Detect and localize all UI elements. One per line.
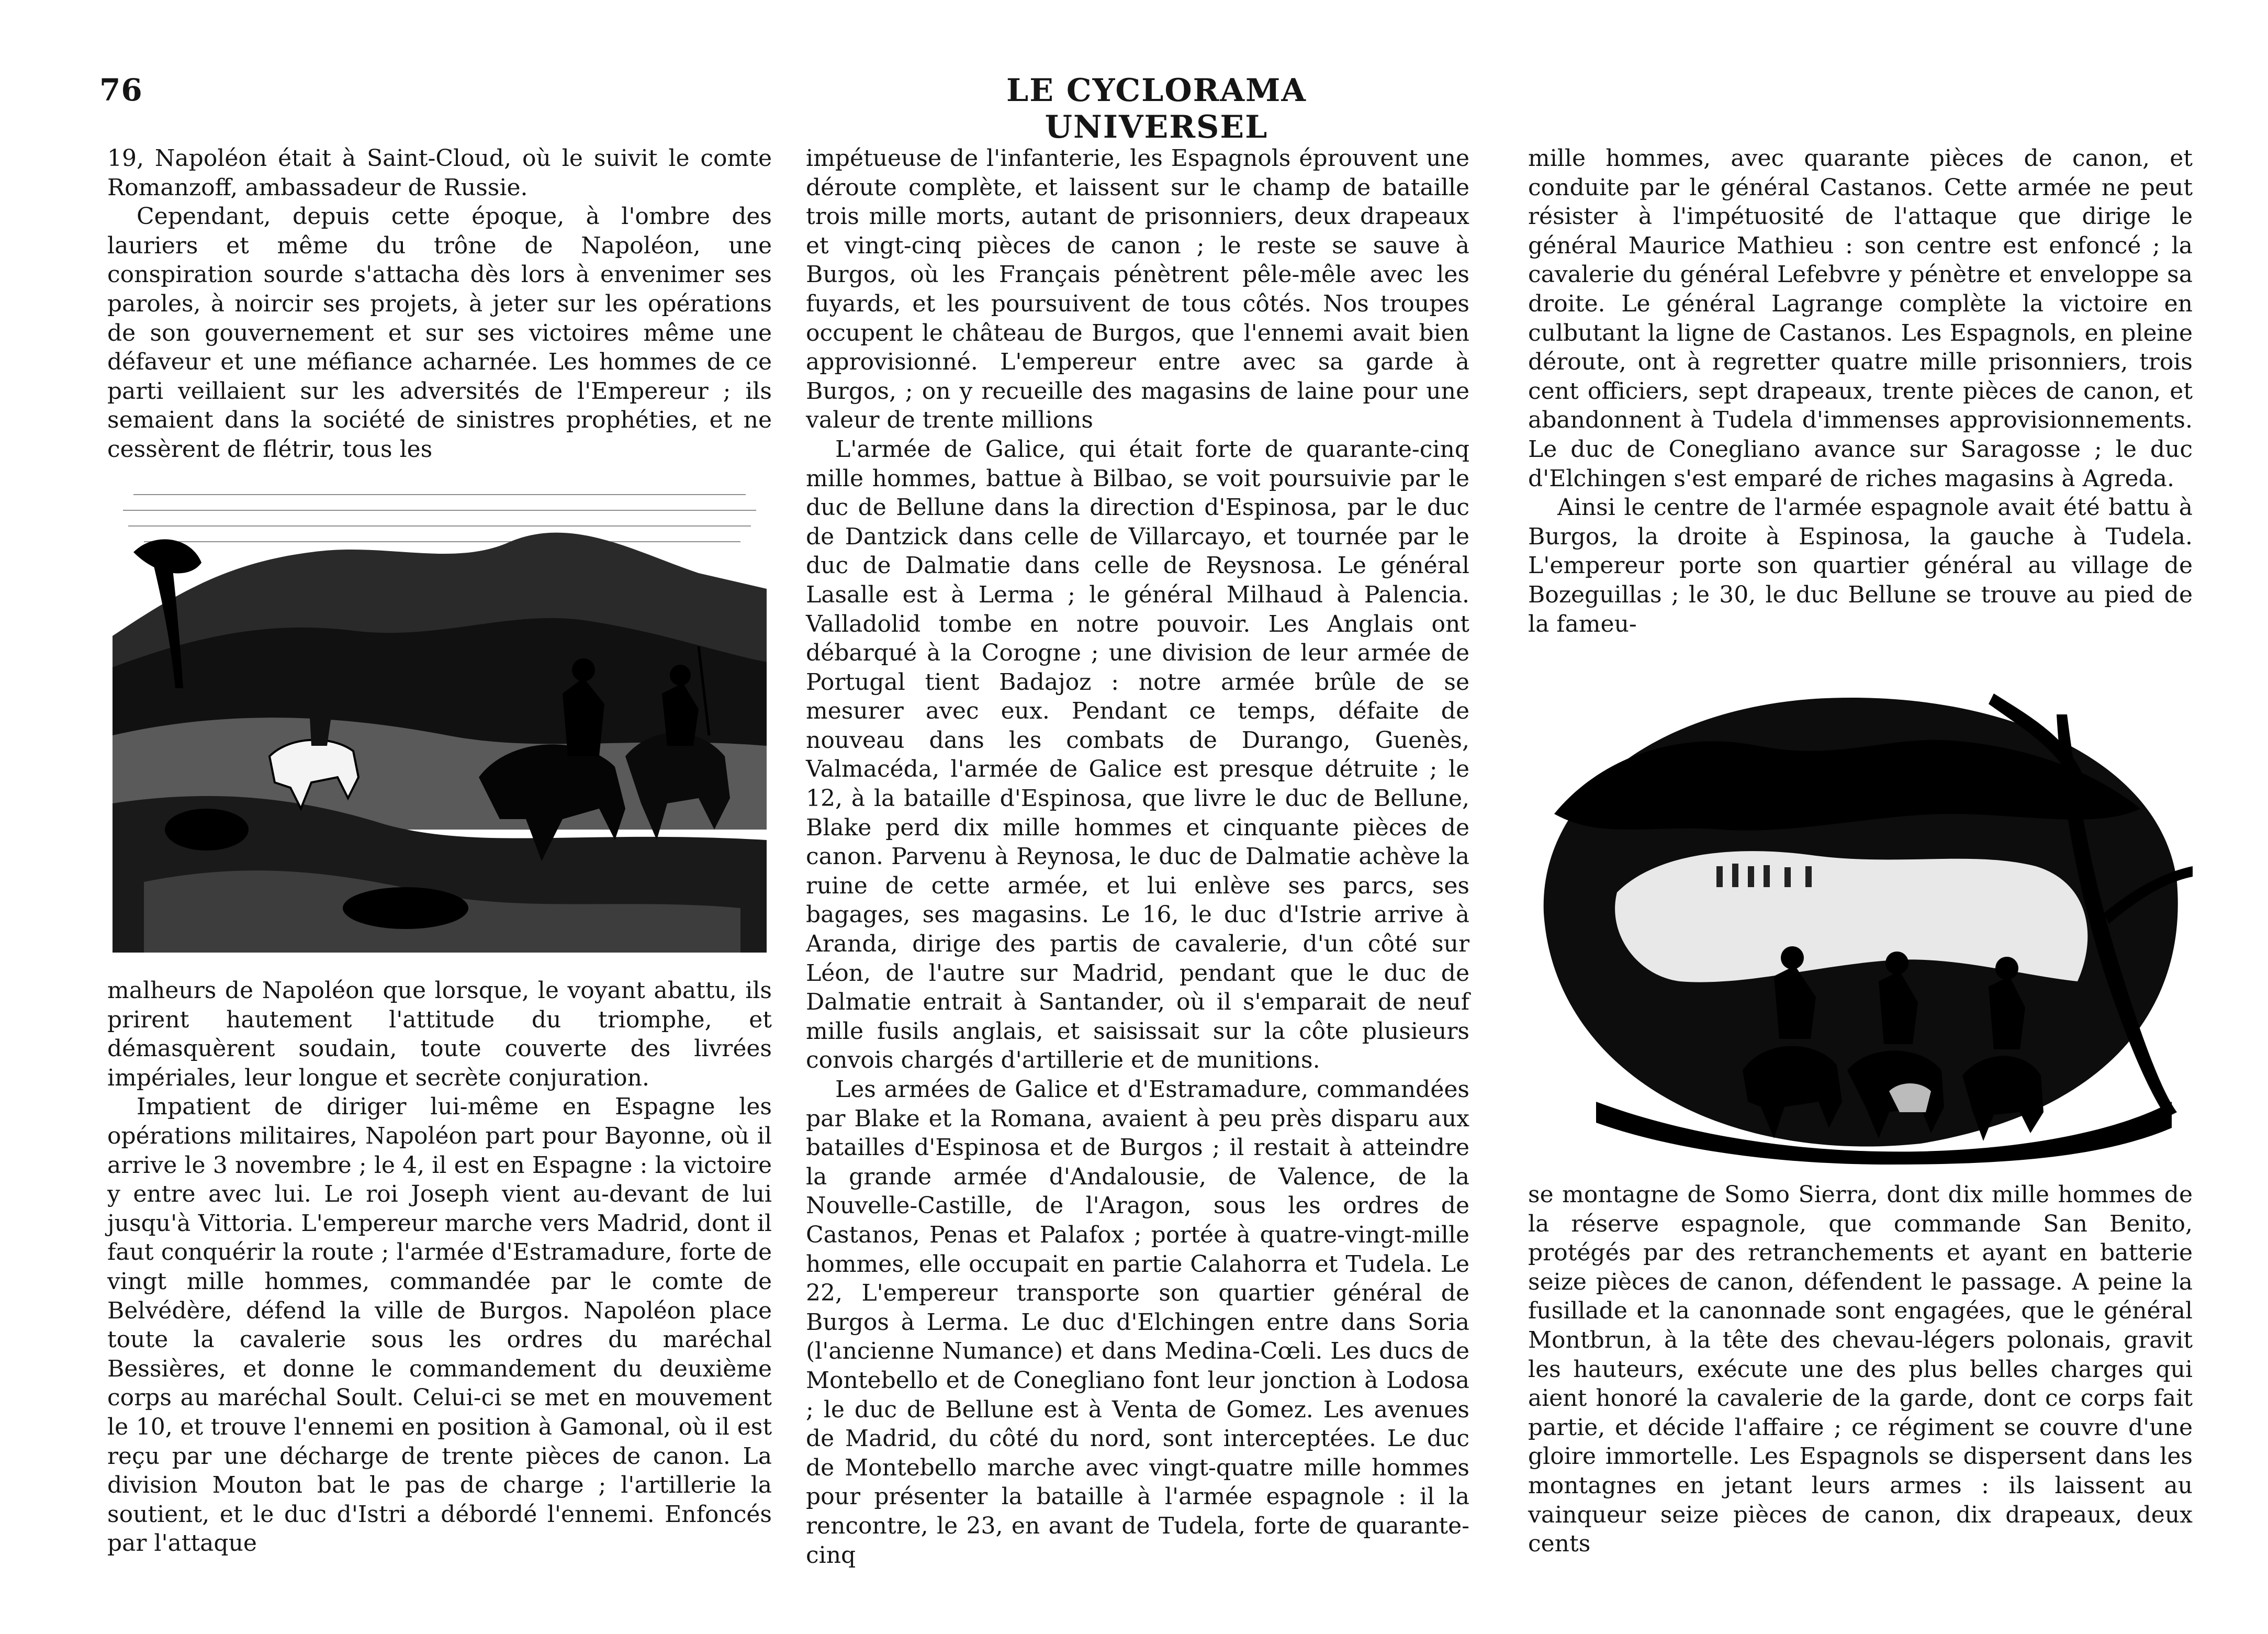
paragraph: 19, Napoléon était à Saint-Cloud, où le suivit le comte Romanzoff, ambassadeur de Russie. <box>107 145 772 201</box>
paragraph: Impatient de diriger lui-même en Espagne les opérations militaires, Napoléon part pour Bayonne, où il arrive le 3 novembre ; le 4, il est en Espagne : la victoire y entre avec lui. Le roi Joseph vient au-devant de lui jusqu'à Vittoria. L'empereur marche vers Madrid, dont il faut conquérir la route ; l'armée d'Estramadure, forte de vingt mille hommes, commandée par le comte de Belvédère, défend la ville de Burgos. Napoléon place toute la cavalerie sous les ordres du maréchal Bessières, et donne le commandement du deuxième corps au maréchal Soult. Celui-ci se met en mouvement le 10, et trouve l'ennemi en position à Gamonal, où il est reçu par une décharge de trente pièces de canon. La division Mouton bat le pas de charge ; l'artillerie la soutient, et le duc d'Istri a débordé l'ennemi. Enfoncés par l'attaque <box>107 1093 772 1557</box>
paragraph: impétueuse de l'infanterie, les Espagnols éprouvent une déroute complète, et laissent sur le champ de bataille trois mille morts, autant de prisonniers, deux drapeaux et vingt-cinq pièces de canon ; le reste se sauve à Burgos, où les Français pénètrent pêle-mêle avec les fuyards, et les poursuivent de tous côtés. Nos troupes occupent le château de Burgos, que l'ennemi avait bien approvisionné. L'empereur entre avec sa garde à Burgos, ; on y recueille des magasins de laine pour une valeur de trente millions <box>806 145 1469 434</box>
paragraph: Ainsi le centre de l'armée espagnole avait été battu à Burgos, la droite à Espinosa, la gauche à Tudela. L'empereur porte son quartier général au village de Bozeguillas ; le 30, le duc Bellune se trouve au pied de la fameu- <box>1528 494 2193 637</box>
paragraph: Les armées de Galice et d'Estramadure, commandées par Blake et la Romana, avaient à peu près disparu aux batailles d'Espinosa et de Burgos ; il restait à atteindre la grande armée d'Andalousie, de Valence, de la Nouvelle-Castille, de l'Aragon, sous les ordres de Castanos, Penas et Palafox ; portée à quatre-vingt-mille hommes, elle occupait en partie Calahorra et Tudela. Le 22, L'empereur transporte son quartier général de Burgos à Lerma. Le duc d'Elchingen entre dans Soria (l'ancienne Numance) et dans Medina-Cœli. Les ducs de Montebello et de Conegliano font leur jonction à Lodosa ; le duc de Bellune est à Venta de Gomez. Les avenues de Madrid, du côté du nord, sont interceptées. Le duc de Montebello marche avec vingt-quatre mille hommes pour présenter la bataille à l'armée espagnole : il la rencontre, le 23, en avant de Tudela, forte de quarante-cinq <box>806 1076 1469 1569</box>
paragraph: L'armée de Galice, qui était forte de quarante-cinq mille hommes, battue à Bilbao, se voit poursuivie par le duc de Bellune dans la direction d'Espinosa, par le duc de Dantzick dans celle de Villarcayo, et tournée par le duc de Dalmatie dans celle de Reysnosa. Le général Lasalle est à Lerma ; le général Milhaud à Palencia. Valladolid tombe en notre pouvoir. Les Anglais ont débarqué à la Corogne ; une division de leur armée de Portugal tient Badajoz : notre armée brûle de se mesurer avec eux. Pendant ce temps, défaite de nouveau dans les combats de Durango, Guenès, Valmacéda, l'armée de Galice est presque détruite ; le 12, à la bataille d'Espinosa, que livre le duc de Bellune, Blake perd dix mille hommes et cinquante pièces de canon. Parvenu à Reynosa, le duc de Dalmatie achève la ruine de cette armée, et lui enlève ses parcs, ses bagages, ses magasins. Le 16, le duc d'Istrie arrive à Aranda, dirige des partis de cavalerie, d'un côté sur Léon, de l'autre sur Madrid, pendant que le duc de Dalmatie entrait à Santander, où il s'emparait de neuf mille fusils anglais, et saisissait sur la côte plusieurs convois chargés d'artillerie et de munitions. <box>806 435 1469 1074</box>
running-title: LE CYCLORAMA UNIVERSEL <box>1006 72 1307 146</box>
column-1-top <box>107 144 772 463</box>
paragraph: se montagne de Somo Sierra, dont dix mille hommes de la réserve espagnole, que commande San Benito, protégés par des retranchements et ayant en batterie seize pièces de canon, défendent le passage. A peine la fusillade et la canonnade sont engagées, que le général Montbrun, à la tête des chevau-légers polonais, gravit les hauteurs, exécute une des plus belles charges qui aient honoré la cavalerie de la garde, dont ce corps fait partie, et décide l'affaire ; ce régiment se couvre d'une gloire immortelle. Les Espagnols se dispersent dans les montagnes en jetant leurs armes : ils laissent au vainqueur seize pièces de canon, dix drapeaux, deux cents <box>1528 1181 2193 1558</box>
page-number: 76 <box>99 72 143 108</box>
column-3-top <box>1528 144 2193 637</box>
paragraph: malheurs de Napoléon que lorsque, le voyant abattu, ils prirent hautement l'attitude du triomphe, et démasquèrent soudain, toute couverte des livrées impériales, leur longue et secrète conjuration. <box>107 977 772 1091</box>
column-2 <box>806 144 1469 1569</box>
engraving-mounted-officers-mountain <box>113 463 767 953</box>
engraving-officers-by-tree <box>1523 641 2198 1165</box>
paragraph: mille hommes, avec quarante pièces de canon, et conduite par le général Castanos. Cette armée ne peut résister à l'impétuosité de l'attaque que dirige le général Maurice Mathieu : son centre est enfoncé ; la cavalerie du général Lefebvre y pénètre et enveloppe sa droite. Le général Lagrange complète la victoire en culbutant la ligne de Castanos. Les Espagnols, en pleine déroute, ont à regretter quatre mille prisonniers, trois cent officiers, sept drapeaux, trente pièces de canon, et abandonnent à Tudela d'immenses approvisionnements. Le duc de Conegliano avance sur Saragosse ; le duc d'Elchingen s'est emparé de riches magasins à Agreda. <box>1528 145 2193 492</box>
paragraph: Cependant, depuis cette époque, à l'ombre des lauriers et même du trône de Napoléon, une conspiration sourde s'attacha dès lors à envenimer ses paroles, à noircir ses projets, à jeter sur les opérations de son gouvernement et sur ses victoires même une défaveur et une méfiance acharnée. Les hommes de ce parti veillaient sur les adversités de l'Empereur ; ils semaient dans la société de sinistres prophéties, et ne cessèrent de flétrir, tous les <box>107 203 772 463</box>
column-3-bottom <box>1528 1180 2193 1558</box>
column-1-bottom <box>107 976 772 1557</box>
